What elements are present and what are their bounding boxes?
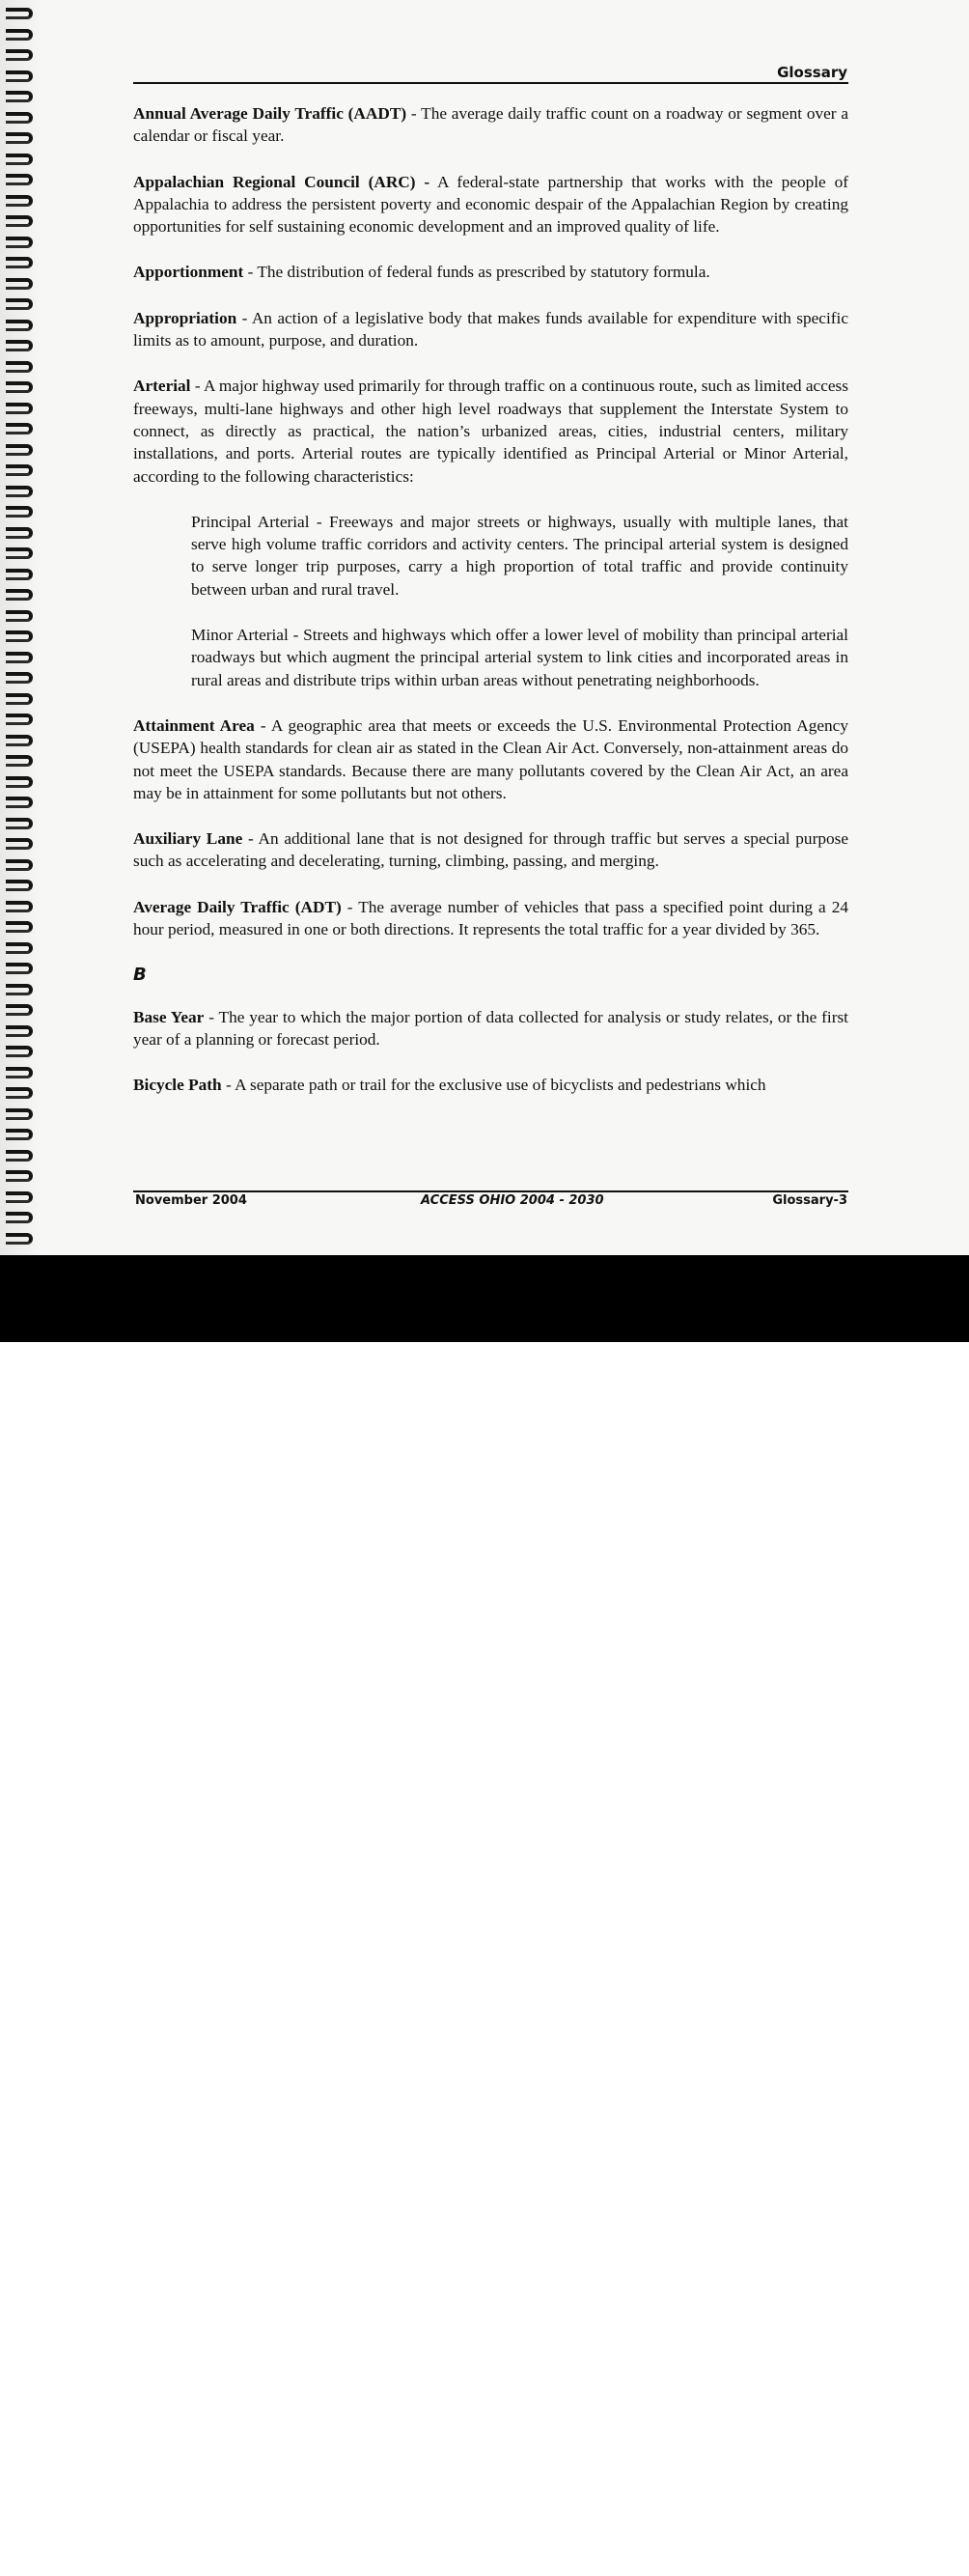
glossary-entry xyxy=(133,307,848,352)
term-separator: - xyxy=(236,308,252,327)
spiral-coil xyxy=(6,1170,33,1182)
glossary-term: Annual Average Daily Traffic (AADT) xyxy=(133,104,407,123)
spiral-coil xyxy=(6,320,33,331)
spiral-coil xyxy=(6,963,33,974)
arterial-subentries xyxy=(133,511,848,691)
spiral-coil xyxy=(6,403,33,414)
alamy-logo: alamy xyxy=(21,2526,141,2568)
glossary-definition: An action of a legislative body that makes funds available for expenditure with specific limits as to amount, purpose, and duration. xyxy=(133,308,848,350)
header-rule xyxy=(133,82,848,84)
spiral-coil xyxy=(6,901,33,912)
glossary-term: Auxiliary Lane xyxy=(133,829,243,849)
spiral-coil xyxy=(6,547,33,559)
spiral-coil xyxy=(6,1004,33,1016)
glossary-term: Base Year xyxy=(133,1007,205,1026)
glossary-definition: The year to which the major portion of data collected for analysis or study relates, or the first year of a planning or forecast period. xyxy=(133,1007,848,1049)
glossary-definition: A geographic area that meets or exceeds the U.S. Environmental Protection Agency (USEPA) health standards for clean air as stated in the Clean Air Act. Conversely, non-attainment areas do not meet the USEPA standards. Because there are many pollutants covered by the Clean Air Act, an area may be in attainment for some pollutants but not others. xyxy=(133,715,848,802)
spiral-coil xyxy=(6,1212,33,1223)
glossary-entry xyxy=(133,827,848,873)
spiral-coil xyxy=(6,29,33,41)
term-separator: - xyxy=(221,1076,235,1095)
header-title: Glossary xyxy=(777,64,847,81)
spiral-coil xyxy=(6,361,33,373)
spiral-coil xyxy=(6,1233,33,1245)
term-separator: - xyxy=(190,377,204,396)
watermark-bar xyxy=(0,1255,969,2576)
glossary-term: Attainment Area xyxy=(133,715,255,735)
glossary-entry xyxy=(133,171,848,238)
glossary-definition: A major highway used primarily for through traffic on a continuous route, such as limited access freeways, multi-lane highways and other high level roadways that supplement the Interstate System to connect, as directly as practical, the nation’s urbanized areas, cities, industrial centers, military installations, and ports. Arterial routes are typically identified as Principal Arterial or Minor Arterial, according to the following characteristics: xyxy=(133,377,848,486)
spiral-coil xyxy=(6,423,33,434)
watermark-url: www.alamy.com xyxy=(812,2559,944,2576)
spiral-coil xyxy=(6,859,33,871)
document-page xyxy=(0,0,969,1255)
spiral-coil xyxy=(6,8,33,19)
glossary-term: Arterial xyxy=(133,377,191,396)
glossary-content xyxy=(133,102,848,1120)
term-separator: - xyxy=(243,263,258,282)
footer-date: November 2004 xyxy=(135,1193,247,1208)
spiral-coil xyxy=(6,630,33,642)
spiral-coil xyxy=(6,714,33,725)
spiral-coil xyxy=(6,569,33,580)
spiral-coil xyxy=(6,381,33,393)
spiral-coil xyxy=(6,1108,33,1120)
spiral-coil xyxy=(6,755,33,767)
term-separator: - xyxy=(341,897,359,916)
spiral-coil xyxy=(6,693,33,705)
arterial-subentry: Minor Arterial - Streets and highways which offer a lower level of mobility than principal arterial roadways but which augment the principal arterial system to link cities and incorporated areas in rural areas and distribute trips within urban areas without penetrating neighborhoods. xyxy=(191,626,848,689)
glossary-definition: The average number of vehicles that pass a specified point during a 24 hour period, measured in one or both directions. It represents the total traffic for a year divided by 365. xyxy=(133,897,848,939)
term-separator: - xyxy=(406,104,422,123)
glossary-entry xyxy=(133,375,848,487)
spiral-coil xyxy=(6,818,33,829)
spiral-coil xyxy=(6,589,33,601)
glossary-entry xyxy=(133,714,848,804)
glossary-definition: A separate path or trail for the exclusive use of bicyclists and pedestrians which xyxy=(235,1076,766,1095)
spiral-coil xyxy=(6,776,33,788)
spiral-coil xyxy=(6,942,33,954)
spiral-coil xyxy=(6,610,33,622)
spiral-coil xyxy=(6,1067,33,1078)
glossary-entry xyxy=(133,1074,848,1096)
spiral-coil xyxy=(6,464,33,476)
spiral-coil xyxy=(6,880,33,891)
spiral-coil xyxy=(6,340,33,351)
spiral-coil xyxy=(6,797,33,808)
spiral-coil xyxy=(6,1191,33,1203)
spiral-coil xyxy=(6,921,33,933)
spiral-coil xyxy=(6,1046,33,1057)
footer-rule xyxy=(133,1190,848,1192)
spiral-coil xyxy=(6,154,33,165)
spiral-coil xyxy=(6,652,33,663)
spiral-coil xyxy=(6,1025,33,1037)
spiral-coil xyxy=(6,444,33,456)
spiral-coil xyxy=(6,174,33,185)
spiral-binding xyxy=(0,0,42,1255)
spiral-coil xyxy=(6,215,33,227)
glossary-definition: A federal-state partnership that works with the people of Appalachia to address the persistent poverty and economic despair of the Appalachian Region by creating opportunities for self sustaining economic development and an improved quality of life. xyxy=(133,172,848,237)
glossary-definition: An additional lane that is not designed for through traffic but serves a special purpose such as accelerating and decelerating, turning, climbing, passing, and merging. xyxy=(133,829,848,871)
spiral-coil xyxy=(6,195,33,207)
entries-a-continued xyxy=(133,714,848,940)
spiral-coil xyxy=(6,984,33,995)
spiral-coil xyxy=(6,278,33,290)
spiral-coil xyxy=(6,506,33,518)
spiral-coil xyxy=(6,1087,33,1099)
glossary-term: Average Daily Traffic (ADT) xyxy=(133,897,342,916)
arterial-subentry: Principal Arterial - Freeways and major streets or highways, usually with multiple lanes, that serve high volume traffic corridors and activity centers. The principal arterial system is designed to serve longer trip purposes, carry a high proportion of total traffic and provide continuity between urban and rural travel. xyxy=(191,512,848,599)
spiral-coil xyxy=(6,735,33,746)
spiral-coil xyxy=(6,486,33,497)
term-separator: - xyxy=(254,715,271,735)
spiral-coil xyxy=(6,112,33,124)
spiral-coil xyxy=(6,838,33,850)
spiral-coil xyxy=(6,1150,33,1162)
glossary-term: Bicycle Path xyxy=(133,1076,222,1095)
spiral-coil xyxy=(6,49,33,61)
spiral-coil xyxy=(6,91,33,102)
term-separator: - xyxy=(204,1007,219,1026)
glossary-entry xyxy=(133,102,848,148)
image-id: 3BGRG0K xyxy=(866,2532,944,2549)
spiral-coil xyxy=(6,132,33,144)
glossary-entry xyxy=(133,261,848,283)
glossary-definition: The distribution of federal funds as prescribed by statutory formula. xyxy=(257,263,710,282)
term-separator: - xyxy=(242,829,259,849)
spiral-coil xyxy=(6,298,33,310)
glossary-definition: The average daily traffic count on a roadway or segment over a calendar or fiscal year. xyxy=(133,104,848,146)
footer-publication: ACCESS OHIO 2004 - 2030 xyxy=(421,1193,604,1208)
spiral-coil xyxy=(6,70,33,82)
spiral-coil xyxy=(6,527,33,539)
glossary-term: Apportionment xyxy=(133,263,244,282)
glossary-term: Appalachian Regional Council (ARC) - xyxy=(133,172,430,191)
glossary-term: Appropriation xyxy=(133,308,237,327)
entries-b xyxy=(133,1006,848,1097)
footer-page-number: Glossary-3 xyxy=(772,1193,847,1208)
section-letter: B xyxy=(133,965,147,986)
entries-a xyxy=(133,102,848,488)
glossary-entry xyxy=(133,1006,848,1051)
spiral-coil xyxy=(6,672,33,684)
spiral-coil xyxy=(6,1129,33,1140)
spiral-coil xyxy=(6,257,33,268)
term-separator xyxy=(429,173,437,191)
spiral-coil xyxy=(6,237,33,248)
glossary-entry xyxy=(133,896,848,941)
